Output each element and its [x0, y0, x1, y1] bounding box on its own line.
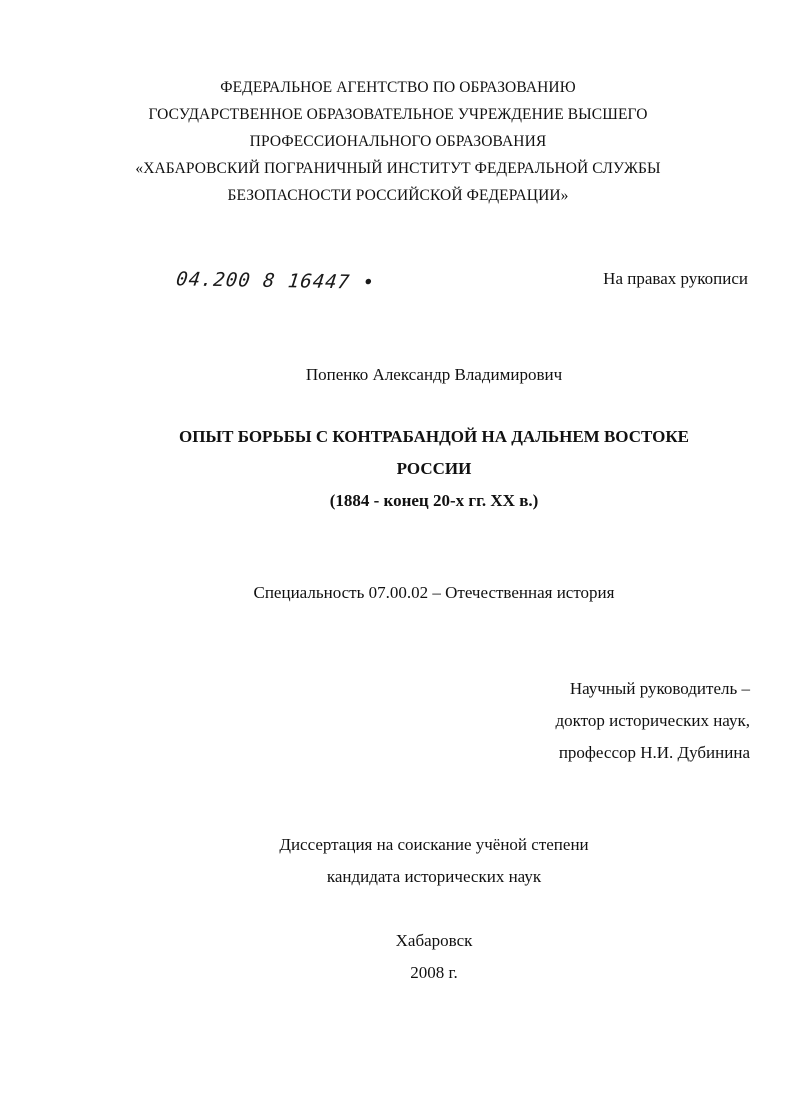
supervisor-name: профессор Н.И. Дубинина: [558, 743, 750, 762]
library-stamp-number: 04.200 8 16447 •: [174, 268, 377, 294]
header-institution-type: ГОСУДАРСТВЕННОЕ ОБРАЗОВАТЕЛЬНОЕ УЧРЕЖДЕНИЕ ВЫСШЕГО: [148, 106, 648, 123]
header-agency: ФЕДЕРАЛЬНОЕ АГЕНТСТВО ПО ОБРАЗОВАНИЮ: [220, 79, 576, 96]
specialty: Специальность 07.00.02 – Отечественная история: [253, 583, 615, 602]
supervisor-role: Научный руководитель –: [569, 679, 750, 698]
place: Хабаровск: [395, 931, 473, 950]
header-institute-name: «ХАБАРОВСКИЙ ПОГРАНИЧНЫЙ ИНСТИТУТ ФЕДЕРАЛЬНОЙ СЛУЖБЫ: [135, 160, 661, 177]
year: 2008 г.: [410, 963, 458, 982]
header-institute-name-cont: БЕЗОПАСНОСТИ РОССИЙСКОЙ ФЕДЕРАЦИИ»: [227, 187, 569, 204]
dissertation-title-cont: РОССИИ: [396, 459, 472, 478]
rights-note: На правах рукописи: [603, 269, 748, 288]
degree-statement: Диссертация на соискание учёной степени: [279, 835, 589, 854]
degree-statement-cont: кандидата исторических наук: [326, 867, 542, 886]
supervisor-degree: доктор исторических наук,: [555, 711, 750, 730]
header-education-level: ПРОФЕССИОНАЛЬНОГО ОБРАЗОВАНИЯ: [249, 133, 547, 150]
dissertation-period: (1884 - конец 20-х гг. XX в.): [329, 491, 539, 510]
author-name: Попенко Александр Владимирович: [305, 365, 563, 384]
dissertation-title: ОПЫТ БОРЬБЫ С КОНТРАБАНДОЙ НА ДАЛЬНЕМ ВОСТОКЕ: [178, 427, 690, 446]
